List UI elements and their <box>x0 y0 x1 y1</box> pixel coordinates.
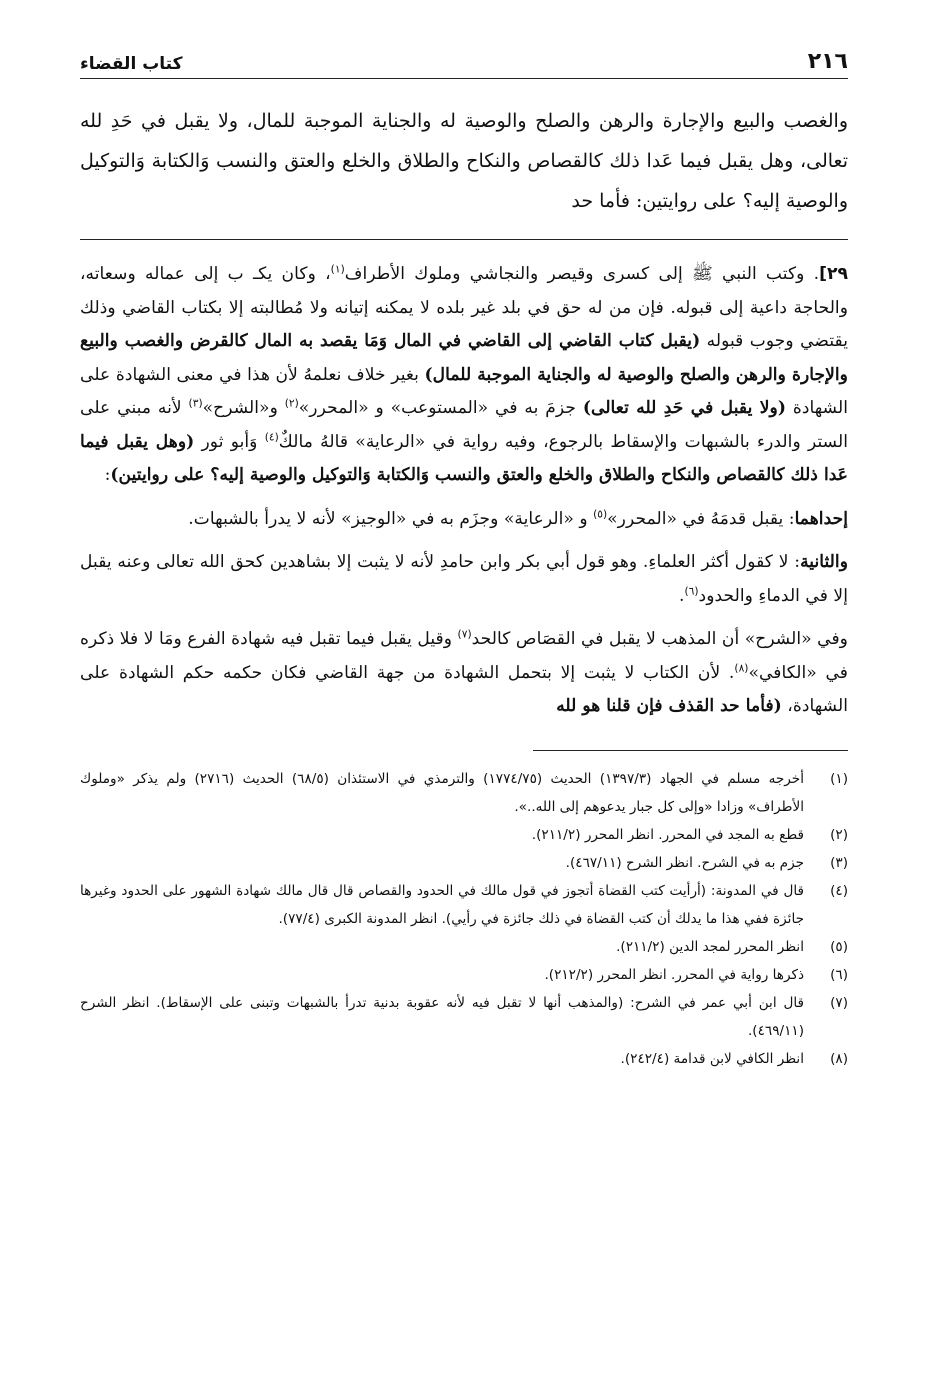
footnote-text: أخرجه مسلم في الجهاد (١٣٩٧/٣) الحديث (١٧٧٤/٧٥) والترمذي في الاستئذان (٦٨/٥) الحديث (٢٧١٦) ولم يذكر «وملوك الأطراف» وزادا «وإلى كل جبار يدعوهم إلى الله..». <box>80 770 804 815</box>
footnote-number: (٣) <box>830 854 848 871</box>
footnote-number: (١) <box>830 770 848 787</box>
footnote-number: (٧) <box>830 994 848 1011</box>
footnote-text: جزم به في الشرح. انظر الشرح (٤٦٧/١١). <box>565 854 804 871</box>
commentary-paragraph: والثانية: لا كقول أكثر العلماءِ. وهو قول أبي بكر وابن حامدِ لأنه لا يثبت إلا بشاهدين كحق الله تعالى وعنه يقبل إلا في الدماءِ والحدود$^{(٦)}$. <box>80 552 848 606</box>
quoted-matn: (وهل يقبل فيما عَدا ذلك كالقصاص والنكاح والطلاق والخلع والعتق والنسب وَالكتابة وَالتوكيل والوصية إليه؟ على روايتين) <box>80 431 848 485</box>
footnote-ref: (٤) <box>264 429 279 443</box>
footnote-ref: (٥) <box>593 506 608 520</box>
footnotes <box>80 765 848 1073</box>
section-divider <box>80 239 848 240</box>
commentary-paragraph: وفي «الشرح» أن المذهب لا يقبل في القصَاص كالحد$^{(٧)}$ وقيل يقبل فيما تقبل فيه شهادة الفرع ومَا لا فلا ذكره في «الكافي»$^{(٨)}$. لأن الكتاب لا يثبت إلا بتحمل الشهادة من جهة القاضي فكان حكمه حكم الشهادة على الشهادة، (فأما حد القذف فإن قلنا هو لله <box>80 627 848 716</box>
footnote-number: (٤) <box>830 882 848 899</box>
footnote-number: (٢) <box>830 826 848 843</box>
footnote <box>80 849 848 877</box>
footnote-text: انظر الكافي لابن قدامة (٢٤٢/٤). <box>620 1050 804 1067</box>
footnote-ref: (٨) <box>734 660 749 674</box>
footnote-number: (٥) <box>830 938 848 955</box>
footnote-text: انظر المحرر لمجد الدين (٢١١/٢). <box>616 938 804 955</box>
paragraph-label: والثانية <box>800 552 848 572</box>
running-title: كتاب القضاء <box>80 54 183 74</box>
footnote <box>80 877 848 933</box>
commentary-paragraph: إحداهما: يقبل قدمَهُ في «المحرر»$^{(٥)}$ و «الرعاية» وجزَم به في «الوجيز» لأنه لا يدرأ بالشبهات. <box>188 506 848 529</box>
footnote-number: (٦) <box>830 966 848 983</box>
paragraph-number: ٢٩] <box>819 264 848 284</box>
footnote-number: (٨) <box>830 1050 848 1067</box>
footnote-text: قطع به المجد في المحرر. انظر المحرر (٢١١/٢). <box>531 826 804 843</box>
footnote <box>80 765 848 821</box>
footnote-text: قال ابن أبي عمر في الشرح: (والمذهب أنها لا تقبل فيه لأنه عقوبة بدنية تدرأ بالشبهات وتبنى على الإسقاط). انظر الشرح (٤٦٩/١١). <box>80 994 804 1039</box>
commentary <box>80 258 848 724</box>
footnote-ref: (٢) <box>284 396 299 410</box>
footnote-ref: (٦) <box>684 583 699 597</box>
book-page <box>80 40 848 1350</box>
footnote <box>80 989 848 1045</box>
footnote-rule <box>533 750 848 751</box>
page-header <box>80 40 848 79</box>
footnote-ref: (٧) <box>457 627 472 641</box>
paragraph-label: إحداهما <box>794 508 848 529</box>
main-text: والغصب والبيع والإجارة والرهن والصلح والوصية له والجناية الموجبة للمال، ولا يقبل في حَدِ لله تعالى، وهل يقبل فيما عَدا ذلك كالقصاص والنكاح والطلاق والخلع والعتق والنسب وَالكتابة وَالتوكيل والوصية إليه؟ على روايتين: فأما حد <box>80 110 848 212</box>
page-number: ٢١٦ <box>807 49 848 74</box>
commentary-paragraph: ٢٩]. وكتب النبي ﷺ إلى كسرى وقيصر والنجاشي وملوك الأطراف$^{(١)}$، وكان يكـ ب إلى عماله وسعاته، والحاجة داعية إلى قبوله. فإن من له حق في بلد غير بلده لا يمكنه إتيانه ولا مُطالبته إلا بكتاب القاضي وذلك يقتضي وجوب قبوله (يقبل كتاب القاضي إلى القاضي في المال وَمَا يقصد به المال كالقرض والغصب والبيع والإجارة والرهن والصلح والوصية له والجناية الموجبة للمال) بغير خلاف نعلمهُ لأن هذا في معنى الشهادة على الشهادة (ولا يقبل في حَدِ لله تعالى) جزمَ به في «المستوعب» و «المحرر»$^{(٢)}$ و«الشرح»$^{(٣)}$ لأنه مبني على الستر والدرء بالشبهات والإسقاط بالرجوع، وفيه رواية في «الرعاية» قالهُ مالكٌ$^{(٤)}$ وَأبو ثور (وهل يقبل فيما عَدا ذلك كالقصاص والنكاح والطلاق والخلع والعتق والنسب وَالكتابة وَالتوكيل والوصية إليه؟ على روايتين): <box>80 262 848 485</box>
footnote <box>80 821 848 849</box>
footnote-ref: (١) <box>330 262 345 276</box>
footnote-ref: (٣) <box>188 396 203 410</box>
footnote-text: قال في المدونة: (أرأيت كتب القضاة أتجوز في قول مالك في الحدود والقصاص قال قال مالك شهادة الشهور على الحدود وغيرها جائزة ففي هذا ما يدلك أن كتب القضاة في ذلك جائزة في رأيي). انظر المدونة الكبرى (٧٧/٤). <box>80 882 804 927</box>
footnote <box>80 961 848 989</box>
footnote <box>80 933 848 961</box>
footnote-text: ذكرها رواية في المحرر. انظر المحرر (٢١٢/٢). <box>544 966 804 983</box>
quoted-matn: (يقبل كتاب القاضي إلى القاضي في المال وَمَا يقصد به المال كالقرض والغصب والبيع والإجارة والرهن والصلح والوصية له والجناية الموجبة للمال) <box>80 331 848 385</box>
quoted-matn: (فأما حد القذف فإن قلنا هو لله <box>556 696 782 716</box>
quoted-matn: (ولا يقبل في حَدِ لله تعالى) <box>582 398 786 418</box>
footnote <box>80 1045 848 1073</box>
